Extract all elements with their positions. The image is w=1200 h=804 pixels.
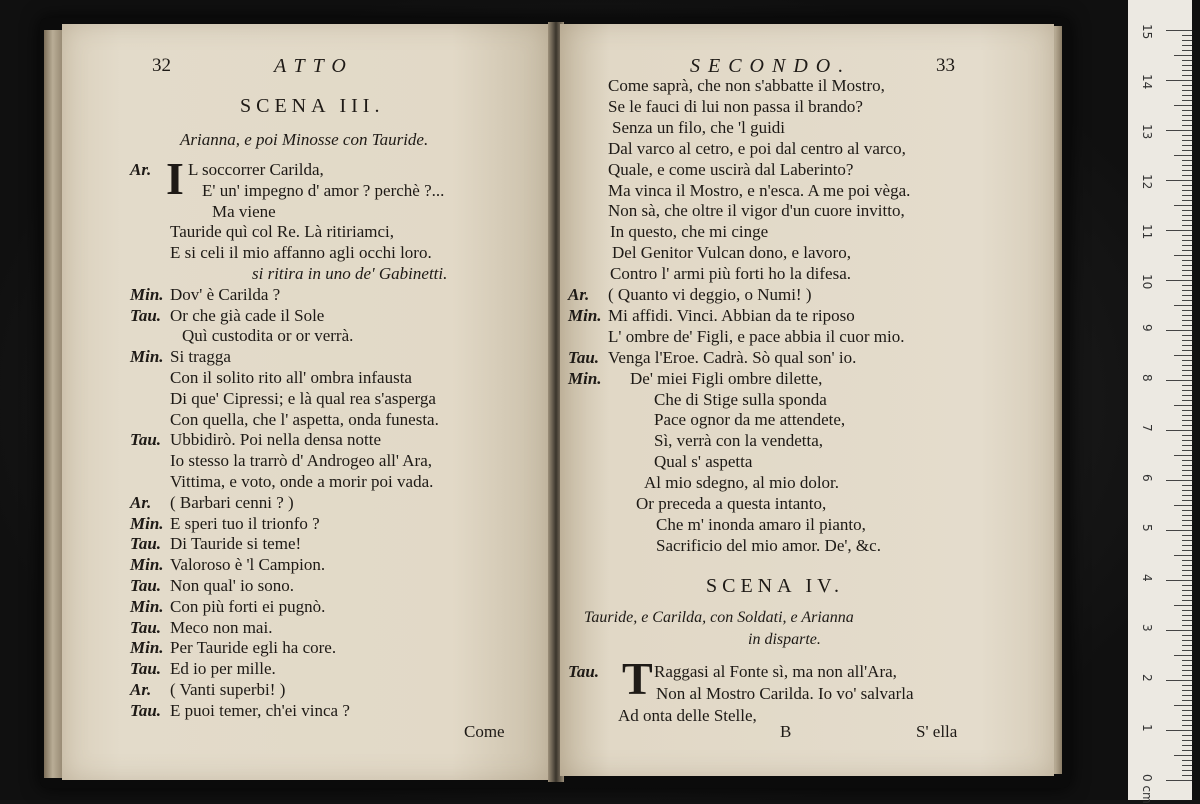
left-text-line: Si tragga [170, 347, 231, 367]
ruler-tick [1182, 185, 1192, 186]
left-text-speaker: Min. [130, 284, 164, 304]
ruler-tick [1182, 220, 1192, 221]
right-text-line: Pace ognor da me attendete, [654, 410, 846, 430]
left-text-speaker: Min. [130, 347, 164, 367]
ruler-tick [1182, 595, 1192, 596]
right-text-line: Senza un filo, che 'l guidi [612, 117, 786, 137]
ruler-label: 10 [1140, 274, 1154, 290]
ruler-tick [1182, 415, 1192, 416]
ruler-tick [1182, 60, 1192, 61]
ruler-label: 12 [1140, 174, 1154, 190]
left-text-line: Dov' è Carilda ? [170, 284, 281, 304]
ruler-tick [1166, 480, 1192, 481]
right-text-line: Come saprà, che non s'abbatte il Mostro, [608, 76, 885, 95]
ruler-tick [1182, 545, 1192, 546]
right-text-line: Contro l' armi più forti ho la difesa. [610, 264, 852, 284]
right-text-line: Al mio sdegno, al mio dolor. [644, 473, 840, 493]
right-text-line: ( Quanto vi deggio, o Numi! ) [608, 285, 812, 304]
left-text-speaker: Tau. [130, 659, 162, 679]
left-text-speaker: Ar. [130, 680, 152, 699]
right-text-speaker: Min. [568, 305, 602, 325]
ruler-tick [1182, 645, 1192, 646]
catchword-left: Come [464, 722, 505, 741]
left-text-line: ( Barbari cenni ? ) [170, 492, 294, 512]
ruler-tick [1182, 570, 1192, 571]
signature-mark: B [780, 722, 792, 741]
left-text-line: Vittima, e voto, onde a morir poi vada. [170, 472, 434, 491]
page-number-right: 33 [936, 55, 955, 76]
left-text-line: Tauride quì col Re. Là ritiriamci, [170, 222, 394, 242]
ruler-tick [1182, 590, 1192, 591]
left-text-speaker: Tau. [130, 700, 162, 720]
ruler-tick [1182, 340, 1192, 341]
left-page [62, 24, 550, 780]
ruler-tick [1182, 395, 1192, 396]
ruler-tick [1182, 775, 1192, 776]
ruler-tick [1182, 45, 1192, 46]
right-text-line: Venga l'Eroe. Cadrà. Sò qual son' io. [608, 347, 857, 367]
ruler-tick [1182, 140, 1192, 141]
ruler-tick [1182, 450, 1192, 451]
ruler-tick [1182, 410, 1192, 411]
ruler-tick [1182, 420, 1192, 421]
ruler-tick [1174, 355, 1192, 356]
scene-subtitle-left: Arianna, e poi Minosse con Tauride. [180, 130, 429, 149]
ruler-tick [1182, 575, 1192, 576]
ruler-tick [1182, 760, 1192, 761]
ruler-tick [1166, 130, 1192, 131]
ruler-tick [1182, 215, 1192, 216]
ruler-tick [1182, 670, 1192, 671]
ruler-tick [1182, 615, 1192, 616]
ruler-tick [1182, 240, 1192, 241]
ruler-tick [1182, 665, 1192, 666]
ruler-tick [1182, 600, 1192, 601]
ruler-label: 9 [1140, 324, 1154, 332]
ruler-tick [1182, 345, 1192, 346]
ruler-tick [1182, 740, 1192, 741]
ruler-tick [1182, 90, 1192, 91]
left-text-line: Valoroso è 'l Campion. [170, 555, 326, 575]
ruler-tick [1182, 285, 1192, 286]
left-text-speaker: Tau. [130, 617, 162, 637]
right-bottom-line-1: Raggasi al Fonte sì, ma non all'Ara, [654, 662, 897, 681]
ruler-tick [1182, 310, 1192, 311]
ruler-tick [1174, 755, 1192, 756]
left-text-line: Per Tauride egli ha core. [170, 638, 337, 658]
ruler-tick [1182, 765, 1192, 766]
ruler-tick [1166, 280, 1192, 281]
ruler-tick [1182, 460, 1192, 461]
left-text-line: Ubbidirò. Poi nella densa notte [170, 430, 382, 450]
left-text-speaker: Tau. [130, 305, 162, 325]
right-text-speaker: Min. [568, 368, 602, 388]
running-head-right: SECONDO. [690, 55, 852, 77]
scene-title-left: SCENA III. [240, 95, 385, 117]
left-text-line: Or che già cade il Sole [170, 305, 325, 325]
right-bottom-line-2: Non al Mostro Carilda. Io vo' salvarla [656, 684, 914, 703]
ruler-tick [1182, 195, 1192, 196]
left-text-speaker: Min. [130, 555, 164, 575]
ruler-tick [1182, 640, 1192, 641]
left-text-line: Non qual' io sono. [170, 576, 294, 595]
ruler-tick [1182, 525, 1192, 526]
ruler-tick [1182, 660, 1192, 661]
left-text-line: Io stesso la trarrò d' Androgeo all' Ara, [170, 451, 433, 471]
left-text-line: E speri tuo il trionfo ? [170, 513, 320, 533]
ruler-tick [1182, 160, 1192, 161]
right-text-line: Dal varco al cetro, e poi dal centro al varco, [608, 138, 906, 158]
ruler-tick [1182, 315, 1192, 316]
ruler-tick [1174, 205, 1192, 206]
ruler-tick [1174, 605, 1192, 606]
ruler-tick [1174, 505, 1192, 506]
ruler-tick [1182, 120, 1192, 121]
page-number-left: 32 [152, 55, 171, 76]
ruler-tick [1182, 165, 1192, 166]
left-text-speaker: Min. [130, 513, 164, 533]
ruler-tick [1182, 770, 1192, 771]
right-text-line: Ma vinca il Mostro, e n'esca. A me poi vèga. [608, 180, 911, 200]
ruler-tick [1166, 680, 1192, 681]
right-text-line: Or preceda a questa intanto, [636, 494, 827, 513]
ruler-label: 15 [1140, 24, 1154, 40]
ruler-tick [1182, 685, 1192, 686]
ruler-tick [1182, 75, 1192, 76]
ruler-tick [1166, 30, 1192, 31]
right-bottom-line-3: Ad onta delle Stelle, [618, 706, 757, 725]
right-text-line: Mi affidi. Vinci. Abbian da te riposo [608, 305, 855, 325]
ruler-tick [1182, 250, 1192, 251]
ruler-tick [1182, 375, 1192, 376]
ruler-tick [1182, 360, 1192, 361]
left-text-line: Meco non mai. [170, 617, 273, 637]
drop-cap-left: I [166, 153, 184, 204]
ruler-tick [1182, 540, 1192, 541]
right-text-line: Qual s' aspetta [654, 452, 753, 472]
right-text-line: Che m' inonda amaro il pianto, [656, 514, 866, 534]
left-text-speaker: Tau. [130, 534, 162, 554]
left-text-speaker: Min. [130, 638, 164, 658]
ruler-tick [1182, 635, 1192, 636]
ruler-tick [1174, 155, 1192, 156]
right-text-speaker: Ar. [568, 285, 590, 304]
left-text-speaker: Ar. [130, 160, 152, 179]
ruler-tick [1182, 435, 1192, 436]
ruler-tick [1182, 725, 1192, 726]
drop-cap-right: T [622, 653, 653, 704]
ruler-tick [1182, 550, 1192, 551]
speaker-tau-bottom: Tau. [568, 662, 600, 681]
ruler-label: 5 [1140, 524, 1154, 532]
ruler-tick [1182, 170, 1192, 171]
left-text-line: Di que' Cipressi; e là qual rea s'asperga [170, 388, 436, 408]
ruler-tick [1182, 390, 1192, 391]
ruler-tick [1182, 200, 1192, 201]
right-text-line: Sì, verrà con la vendetta, [654, 431, 823, 451]
ruler-tick [1182, 210, 1192, 211]
ruler-tick [1182, 40, 1192, 41]
left-text-line: Ma viene [212, 201, 276, 221]
ruler-tick [1182, 365, 1192, 366]
ruler-tick [1182, 690, 1192, 691]
ruler-tick [1182, 475, 1192, 476]
ruler-tick [1174, 555, 1192, 556]
right-text-line: De' miei Figli ombre dilette, [630, 368, 823, 388]
ruler-label: 14 [1140, 74, 1154, 90]
ruler-tick [1166, 580, 1192, 581]
ruler-tick [1182, 100, 1192, 101]
ruler-tick [1182, 560, 1192, 561]
ruler-tick [1174, 255, 1192, 256]
right-text-line: In questo, che mi cinge [610, 222, 769, 242]
ruler-tick [1182, 470, 1192, 471]
ruler-tick [1166, 730, 1192, 731]
right-text-line: Sacrificio del mio amor. De', &c. [656, 535, 881, 555]
left-text-line: L soccorrer Carilda, [188, 160, 324, 179]
ruler-tick [1182, 85, 1192, 86]
ruler-tick [1182, 175, 1192, 176]
right-text-line: Del Genitor Vulcan dono, e lavoro, [612, 243, 851, 263]
ruler-tick [1166, 530, 1192, 531]
right-page [560, 24, 1054, 776]
ruler-label: 8 [1140, 374, 1154, 382]
right-text-line: Se le fauci di lui non passa il brando? [608, 96, 863, 116]
left-text-line: Quì custodita or or verrà. [182, 326, 354, 346]
ruler-tick [1166, 180, 1192, 181]
ruler-tick [1182, 675, 1192, 676]
ruler-tick [1182, 745, 1192, 746]
ruler-tick [1182, 150, 1192, 151]
ruler-tick [1182, 710, 1192, 711]
ruler-tick [1182, 95, 1192, 96]
running-head-left: ATTO [274, 55, 354, 77]
ruler-tick [1182, 70, 1192, 71]
ruler-tick [1166, 230, 1192, 231]
measuring-ruler [1128, 0, 1192, 804]
ruler-label: 0 cm [1140, 774, 1154, 804]
ruler-tick [1174, 305, 1192, 306]
left-text-speaker: Min. [130, 596, 164, 616]
left-text-line: Con più forti ei pugnò. [170, 596, 326, 616]
ruler-tick [1182, 325, 1192, 326]
scene-title-right: SCENA IV. [706, 575, 844, 597]
ruler-tick [1182, 270, 1192, 271]
left-text-line: Con quella, che l' aspetta, onda funesta. [170, 409, 439, 429]
ruler-tick [1182, 445, 1192, 446]
ruler-tick [1182, 225, 1192, 226]
ruler-tick [1182, 115, 1192, 116]
left-text-line: si ritira in uno de' Gabinetti. [252, 264, 448, 283]
left-text-line: E puoi temer, ch'ei vinca ? [170, 700, 350, 720]
catchword-right: S' ella [916, 722, 958, 741]
scene-subtitle-right-2: in disparte. [748, 631, 821, 648]
ruler-tick [1174, 405, 1192, 406]
ruler-tick [1182, 110, 1192, 111]
ruler-tick [1182, 145, 1192, 146]
ruler-tick [1182, 440, 1192, 441]
left-text-line: E si celi il mio affanno agli occhi loro. [170, 243, 432, 263]
ruler-tick [1174, 455, 1192, 456]
ruler-label: 11 [1140, 224, 1154, 240]
ruler-tick [1182, 295, 1192, 296]
ruler-tick [1182, 35, 1192, 36]
left-text-line: ( Vanti superbi! ) [170, 680, 286, 699]
left-text-line: Di Tauride si teme! [170, 534, 302, 554]
right-text-line: Quale, e come uscirà dal Laberinto? [608, 159, 854, 179]
ruler-tick [1182, 610, 1192, 611]
ruler-tick [1182, 135, 1192, 136]
ruler-tick [1182, 400, 1192, 401]
ruler-tick [1174, 705, 1192, 706]
ruler-label: 7 [1140, 424, 1154, 432]
ruler-tick [1182, 585, 1192, 586]
left-text-line: Ed io per mille. [170, 659, 276, 679]
ruler-tick [1182, 510, 1192, 511]
right-text-line: L' ombre de' Figli, e pace abbia il cuor mio. [608, 326, 905, 346]
ruler-tick [1182, 265, 1192, 266]
left-text-line: E' un' impegno d' amor ? perchè ?... [202, 180, 445, 200]
ruler-tick [1182, 695, 1192, 696]
ruler-tick [1182, 650, 1192, 651]
left-text-speaker: Tau. [130, 430, 162, 450]
ruler-tick [1166, 380, 1192, 381]
ruler-tick [1182, 350, 1192, 351]
ruler-tick [1182, 65, 1192, 66]
left-text-speaker: Ar. [130, 492, 152, 512]
ruler-tick [1182, 275, 1192, 276]
right-text-speaker: Tau. [568, 347, 600, 367]
ruler-label: 6 [1140, 474, 1154, 482]
ruler-tick [1182, 735, 1192, 736]
ruler-tick [1182, 500, 1192, 501]
ruler-tick [1182, 385, 1192, 386]
ruler-tick [1182, 290, 1192, 291]
ruler-tick [1182, 620, 1192, 621]
left-text-speaker: Tau. [130, 576, 162, 595]
ruler-label: 1 [1140, 724, 1154, 732]
ruler-tick [1182, 370, 1192, 371]
ruler-tick [1182, 720, 1192, 721]
ruler-label: 3 [1140, 624, 1154, 632]
ruler-tick [1166, 780, 1192, 781]
ruler-tick [1182, 715, 1192, 716]
ruler-tick [1182, 535, 1192, 536]
ruler-tick [1182, 50, 1192, 51]
ruler-tick [1182, 495, 1192, 496]
ruler-tick [1182, 300, 1192, 301]
ruler-tick [1182, 425, 1192, 426]
ruler-tick [1166, 80, 1192, 81]
ruler-tick [1166, 630, 1192, 631]
ruler-tick [1174, 655, 1192, 656]
left-text-line: Con il solito rito all' ombra infausta [170, 368, 412, 387]
ruler-tick [1182, 465, 1192, 466]
ruler-tick [1182, 750, 1192, 751]
ruler-tick [1182, 565, 1192, 566]
ruler-tick [1174, 105, 1192, 106]
ruler-label: 4 [1140, 574, 1154, 582]
ruler-label: 13 [1140, 124, 1154, 140]
right-text-line: Che di Stige sulla sponda [654, 389, 827, 409]
ruler-tick [1182, 320, 1192, 321]
ruler-tick [1182, 245, 1192, 246]
ruler-tick [1166, 430, 1192, 431]
right-text-line: Non sà, che oltre il vigor d'un cuore invitto, [608, 201, 905, 221]
ruler-tick [1182, 700, 1192, 701]
ruler-tick [1182, 625, 1192, 626]
ruler-tick [1182, 490, 1192, 491]
ruler-tick [1182, 335, 1192, 336]
ruler-tick [1174, 55, 1192, 56]
ruler-tick [1182, 520, 1192, 521]
ruler-tick [1182, 190, 1192, 191]
ruler-tick [1182, 125, 1192, 126]
ruler-tick [1182, 235, 1192, 236]
ruler-tick [1182, 485, 1192, 486]
scene-subtitle-right-1: Tauride, e Carilda, con Soldati, e Arianna [584, 609, 854, 626]
ruler-tick [1182, 260, 1192, 261]
ruler-label: 2 [1140, 674, 1154, 682]
ruler-tick [1182, 515, 1192, 516]
ruler-tick [1166, 330, 1192, 331]
